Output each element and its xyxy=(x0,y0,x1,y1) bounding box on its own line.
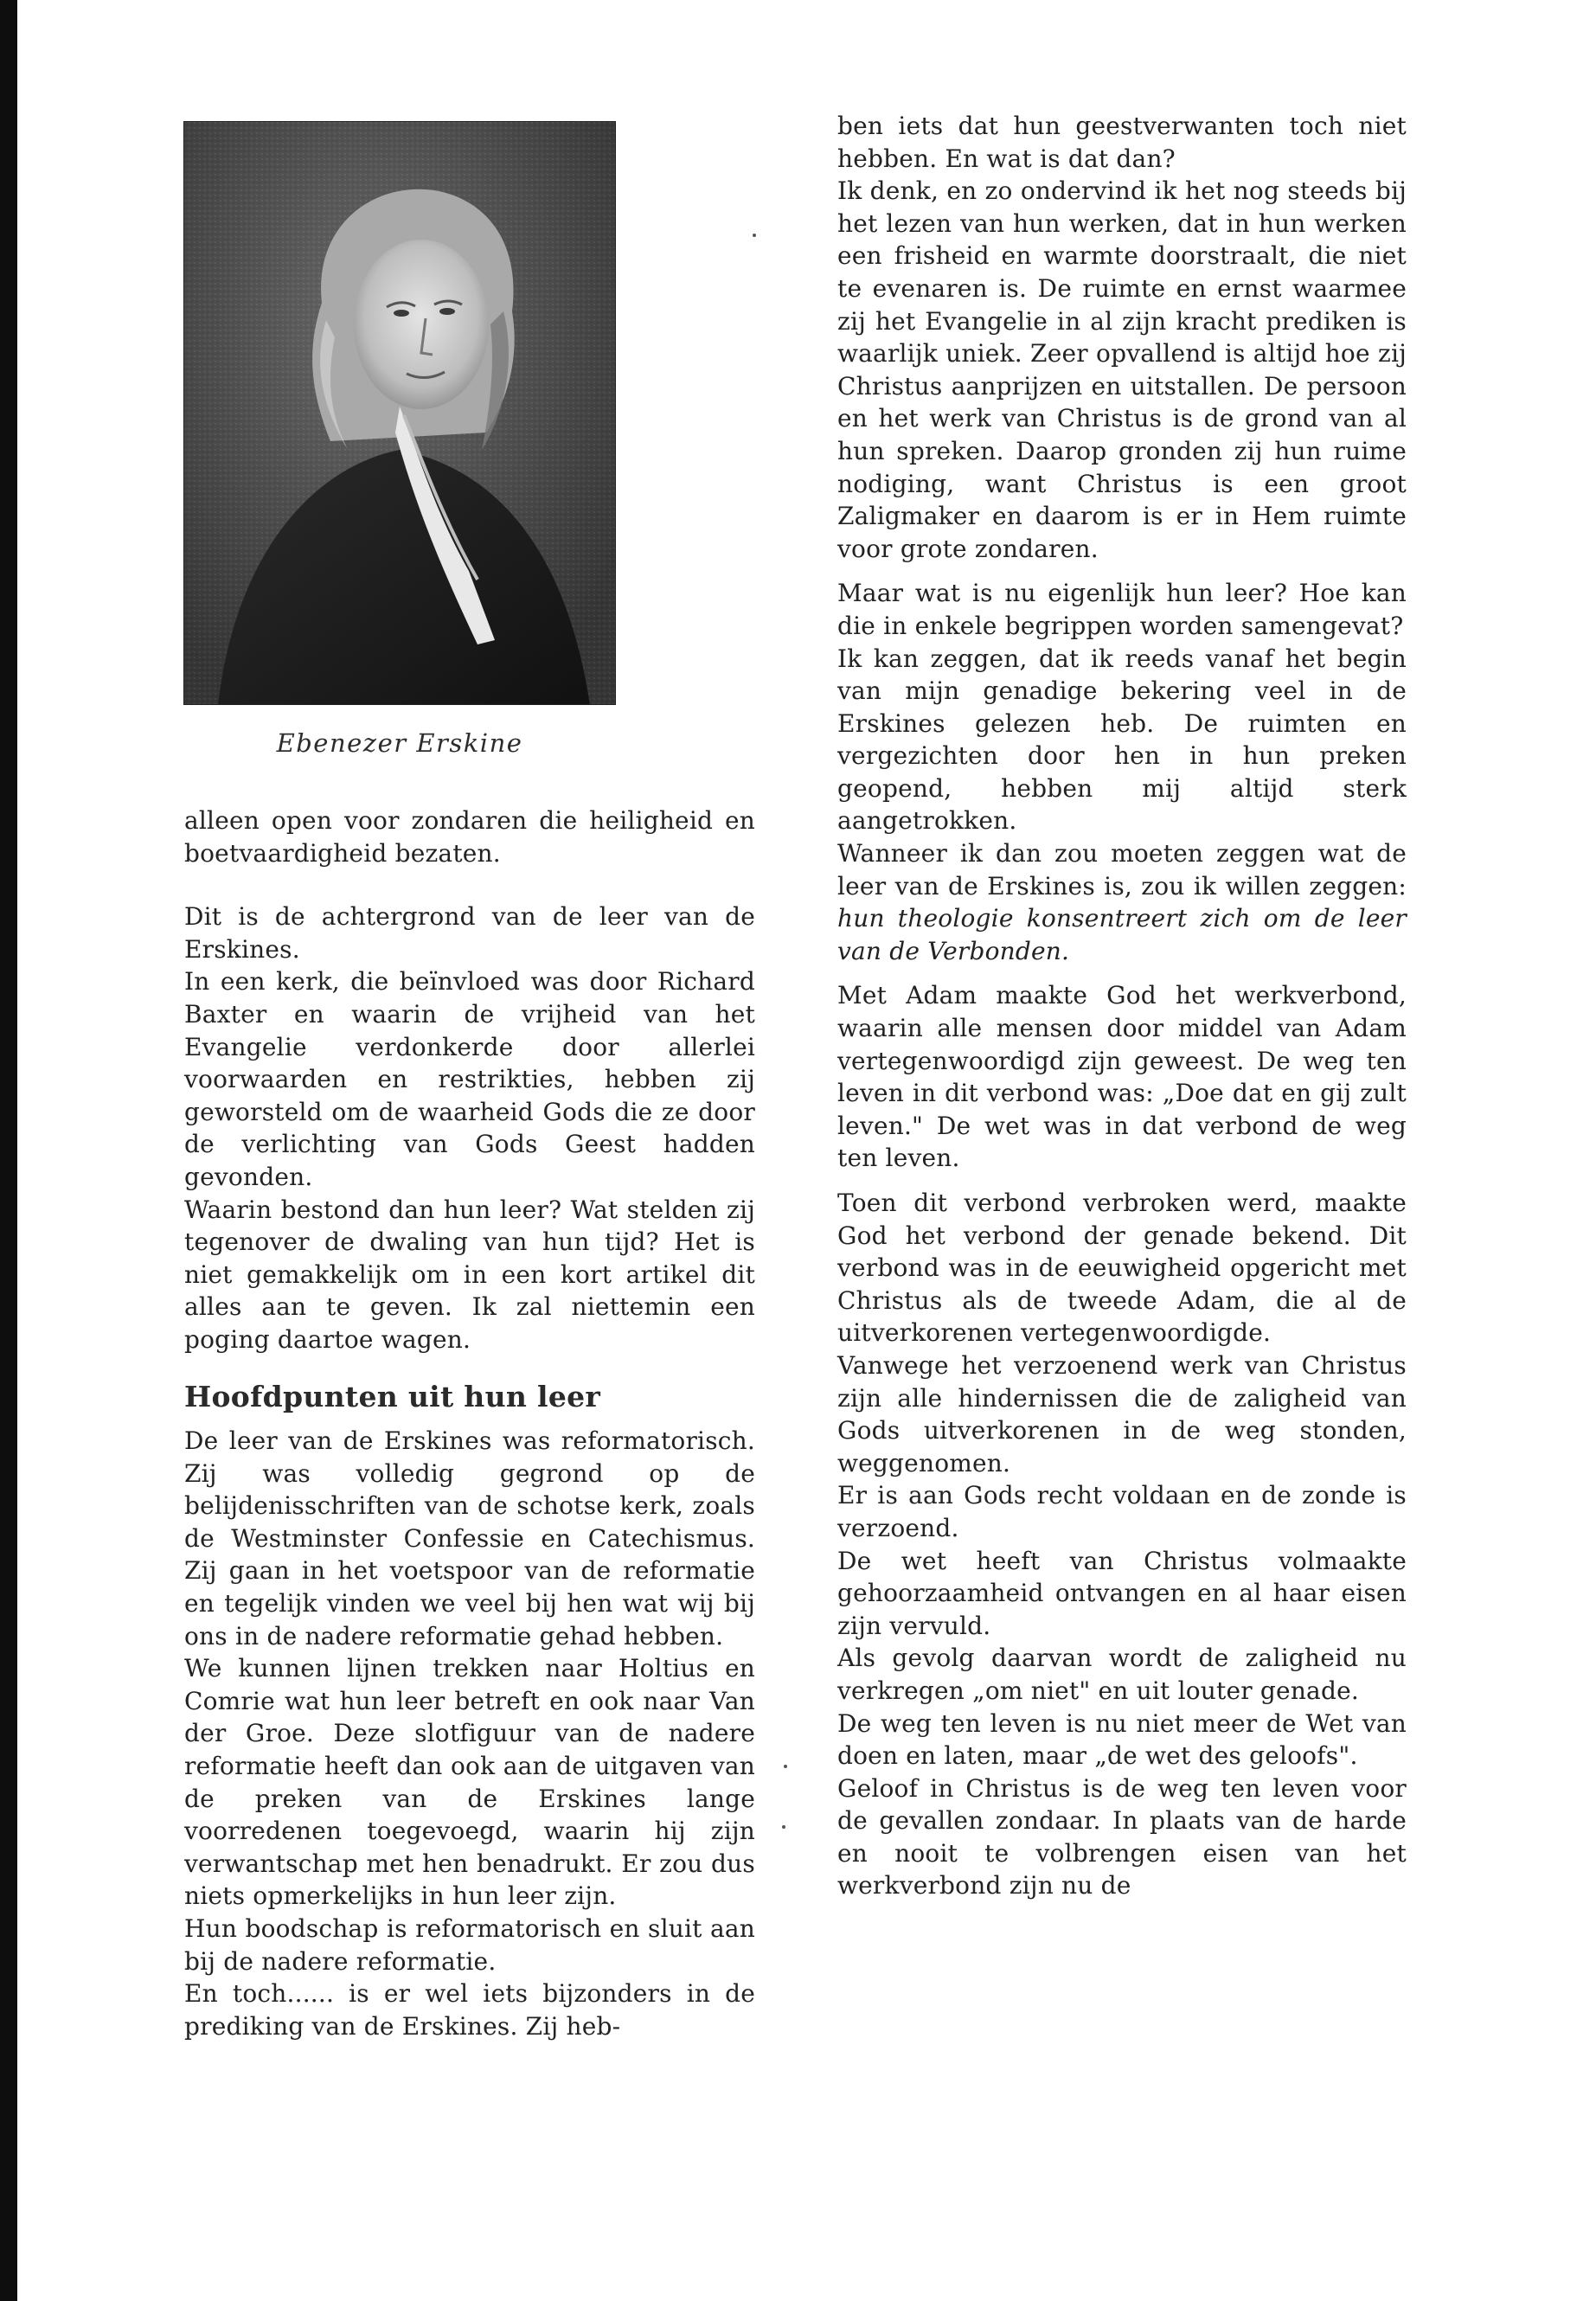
right-paragraph-2: Ik denk, en zo ondervind ik het nog steeds bij het lezen van hun werken, dat in hun werken een frisheid en warmte doorstraalt, die niet te evenaren is. De ruimte en ernst waarmee zij het Evangelie in al zijn kracht prediken is waarlijk uniek. Zeer opvallend is altijd hoe zij Christus aanprijzen en uitstallen. De persoon en het werk van Christus is de grond van al hun spreken. Daarop gronden zij hun ruime nodiging, want Christus is een groot Zaligmaker en daarom is er in Hem ruimte voor grote zondaren. xyxy=(837,176,1407,563)
left-paragraph-2: Dit is de achtergrond van de leer van de Erskines. xyxy=(184,902,755,964)
right-paragraph-12: De weg ten leven is nu niet meer de Wet van doen en laten, maar „de wet des geloofs". xyxy=(837,1708,1407,1771)
right-paragraph-13: Geloof in Christus is de weg ten leven voor de gevallen zondaar. In plaats van de harde en nooit te volbrengen eisen van het werkverbond zijn nu de xyxy=(837,1773,1407,1900)
left-paragraph-6: We kunnen lijnen trekken naar Holtius en Comrie wat hun leer betreft en ook naar Van der Groe. Deze slotfiguur van de nadere reformatie heeft dan ook aan de uitgaven van de preken van de Erskines lange voorredenen toegevoegd, waarin hij zijn verwantschap met hen benadrukt. Er zou dus niets opmerkelijks in hun leer zijn. xyxy=(184,1654,755,1911)
left-paragraph-8: En toch...... is er wel iets bijzonders in de prediking van de Erskines. Zij heb- xyxy=(184,1979,755,2041)
scan-speck xyxy=(753,234,756,237)
scan-speck xyxy=(782,1825,785,1829)
right-paragraph-4: Ik kan zeggen, dat ik reeds vanaf het begin van mijn genadige bekering veel in de Erskines gelezen heb. De ruimten en vergezichten door hen in hun preken geopend, hebben mij altijd sterk aangetrokken. xyxy=(837,644,1407,836)
right-paragraph-1: ben iets dat hun geestverwanten toch niet hebben. En wat is dat dan? xyxy=(837,112,1407,173)
right-paragraph-8: Vanwege het verzoenend werk van Christus zijn alle hindernissen die de zaligheid van Gods uitverkorenen in de weg stonden, weggenomen. xyxy=(837,1350,1407,1477)
portrait-ebenezer-erskine xyxy=(183,121,616,705)
left-paragraph-1: alleen open voor zondaren die heiligheid en boetvaardigheid bezaten. xyxy=(184,806,755,868)
left-column xyxy=(184,804,755,2042)
scan-binding-edge xyxy=(0,0,17,2301)
right-paragraph-3: Maar wat is nu eigenlijk hun leer? Hoe kan die in enkele begrippen worden samengevat? xyxy=(837,579,1407,640)
section-heading: Hoofdpunten uit hun leer xyxy=(184,1379,601,1413)
scan-speck xyxy=(784,1765,787,1768)
right-paragraph-9: Er is aan Gods recht voldaan en de zonde is verzoend. xyxy=(837,1481,1407,1542)
right-paragraph-5-emphasis: hun theologie konsentreert zich om de leer van de Verbonden. xyxy=(837,904,1407,965)
left-paragraph-4: Waarin bestond dan hun leer? Wat stelden zij tegenover de dwaling van hun tijd? Het is niet gemakkelijk om in een kort artikel dit alles aan te geven. Ik zal niettemin een poging daartoe wagen. xyxy=(184,1195,755,1354)
left-paragraph-3: In een kerk, die beïnvloed was door Richard Baxter en waarin de vrijheid van het Evangelie verdonkerde door allerlei voorwaarden en restrikties, hebben zij geworsteld om de waarheid Gods die ze door de verlichting van Gods Geest hadden gevonden. xyxy=(184,967,755,1191)
right-paragraph-5 xyxy=(837,837,1407,967)
right-paragraph-7: Toen dit verbond verbroken werd, maakte God het verbond der genade bekend. Dit verbond was in de eeuwigheid opgericht met Christus als de tweede Adam, die al de uitverkorenen vertegenwoordigde. xyxy=(837,1189,1407,1348)
left-paragraph-5: De leer van de Erskines was reformatorisch. Zij was volledig gegrond op de belijdenisschriften van de schotse kerk, zoals de Westminster Confessie en Catechismus. Zij gaan in het voetspoor van de reformatie en tegelijk vinden we veel bij hen wat wij bij ons in de nadere reformatie gehad hebben. xyxy=(184,1426,755,1650)
portrait-caption: Ebenezer Erskine xyxy=(276,728,523,758)
right-paragraph-10: De wet heeft van Christus volmaakte gehoorzaamheid ontvangen en al haar eisen zijn vervuld. xyxy=(837,1546,1407,1640)
right-paragraph-6: Met Adam maakte God het werkverbond, waarin alle mensen door middel van Adam vertegenwoordigd zijn geweest. De weg ten leven in dit verbond was: „Doe dat en gij zult leven." De wet was in dat verbond de weg ten leven. xyxy=(837,981,1407,1173)
left-paragraph-7: Hun boodschap is reformatorisch en sluit aan bij de nadere reformatie. xyxy=(184,1914,755,1976)
right-column xyxy=(837,110,1407,1902)
right-paragraph-11: Als gevolg daarvan wordt de zaligheid nu verkregen „om niet" en uit louter genade. xyxy=(837,1644,1407,1705)
right-paragraph-5-intro: Wanneer ik dan zou moeten zeggen wat de leer van de Erskines is, zou ik willen zeggen: xyxy=(837,839,1407,901)
